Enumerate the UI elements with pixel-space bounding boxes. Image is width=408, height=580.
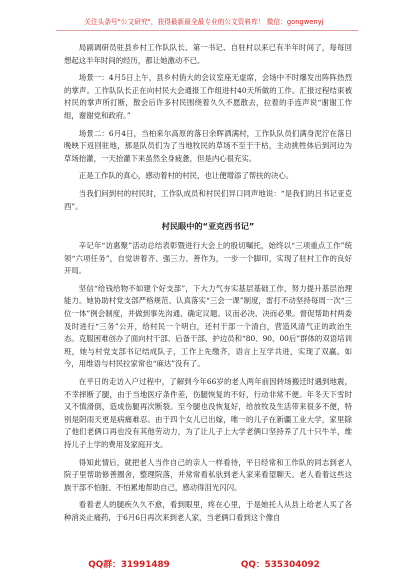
paragraph: 局副调研员驻县乡村工作队队长、第一书记、自驻村以来已有半年时间了，每每回想起这半年时间的经历，都让她激动不已。 <box>64 43 352 65</box>
intro-section <box>64 42 352 218</box>
paragraph: 正是工作队的真心，感动着村的村民，也让便增添了帮扶的决心。 <box>78 171 294 181</box>
qq-group-number: QQ群：31991489 <box>88 560 170 570</box>
paragraph: 看着老人的腿疾久久不愈，看到眼里，疼在心里，于是她托人从县上给老人买了各种消炎止痛药，于6月6日再次来到老人家，当老俩口看到这个像自 <box>64 500 352 522</box>
paragraph: 坚信“给钱给物不如建个好支部”，下大力气夯实基层基础工作，努力提升基层治理能力。她协助村党支部严格规范、认真落实“三会一课”制度，雷打不动坚持每周一次“三位一体”例会制度，并做到事先沟通、确定议题、议而必决、决而必果。督促帮助村两委及时进行“三务”公开，给村民一个明白，还村干部一个清白，营造风清气正的政治生态。克服困难创办了面向村干部、后备干部、护边员和“80、90、00后”群体的双语培训班，她与村党支部书记结成队子，工作上先缴齐，语言上互学共进，实现了双赢。如今，用维语与村民拉家常也“麻达”没有了。 <box>64 283 352 369</box>
paragraph: 辛记年“访惠聚”活动总结表彰暨进行大会上的殷切嘱托，始终以“三项重点工作”统领“六项任务”，自觉讲着齐、强三力、善作为，一步一个脚印，实现了驻村工作的良好开局。 <box>64 241 352 276</box>
section-heading: 村民眼中的“亚克西书记” <box>161 221 255 231</box>
paragraph: 在平日的走访入户过程中，了解到今年66岁的老人两年前因转场搬迁时遇到地震，不幸摔断了腿，由于当地医疗条件差，伤腿恢复的不好，行动非常不便。年冬天下雪时又不慎滑倒，造成伤腿再次断裂。至今腿也没恢复好，给放牧及生活带来很多不便，特别是阴雨天更是病痛难忍。由于四个女儿已出嫁，唯一的儿子在新疆工业大学，家里除了他们老俩口再也没有其他劳动力，为了让儿子上大学老俩口坚持养了几十只牛羊，维持儿子上学的费用及家庭开支。 <box>64 376 352 449</box>
header-banner: 关注头条号"公文研究"，获得最新最全最专业的公文资料库！ 微信：gongwenyj <box>84 18 324 26</box>
footer-contact <box>0 557 408 570</box>
paragraph: 当我们问到村的村民时，工作队成员和村民们异口同声地说：“是我们的吕书记亚克西”。 <box>64 188 352 211</box>
qq-number: QQ：535304092 <box>240 560 320 570</box>
main-section <box>64 240 352 529</box>
paragraph-scene-one: 场景一：4月5日上午，县乡村俏大的会议室座无虚席，会场中不时爆发出阵阵热烈的掌声。工作队队长正在向村民大会通报工作组进村40天所做的工作。汇报过程结束被村民的掌声所打断，散会后许多村民围绕着久久不愿散去，拉着的手连声说“谢谢工作组，谢谢党和政府。” <box>64 73 352 120</box>
paragraph-scene-two: 场景二：6月4日，当柏来尔高原的落日余晖洒满村，工作队队员们满身泥泞在落日晚映下返回驻地，那是队员们为了当地牧民的草场不至于干枯，主动挑牲体后到河边为草场抬灌，一天抬灌下来虽然全身疲惫，但是内心很充实。 <box>64 128 352 163</box>
header-divider <box>56 30 358 31</box>
paragraph: 得知此情后，就把老人当作自己的亲人一样看待，平日经常和工作队的同志到老人院子里帮助修善圈舍，整理院落，并常常看私驮到老人家来看望聊天。老人看着这些这族干部不怕脏、不怕累地帮助自己，感动得泪光闪闪。 <box>64 457 352 492</box>
